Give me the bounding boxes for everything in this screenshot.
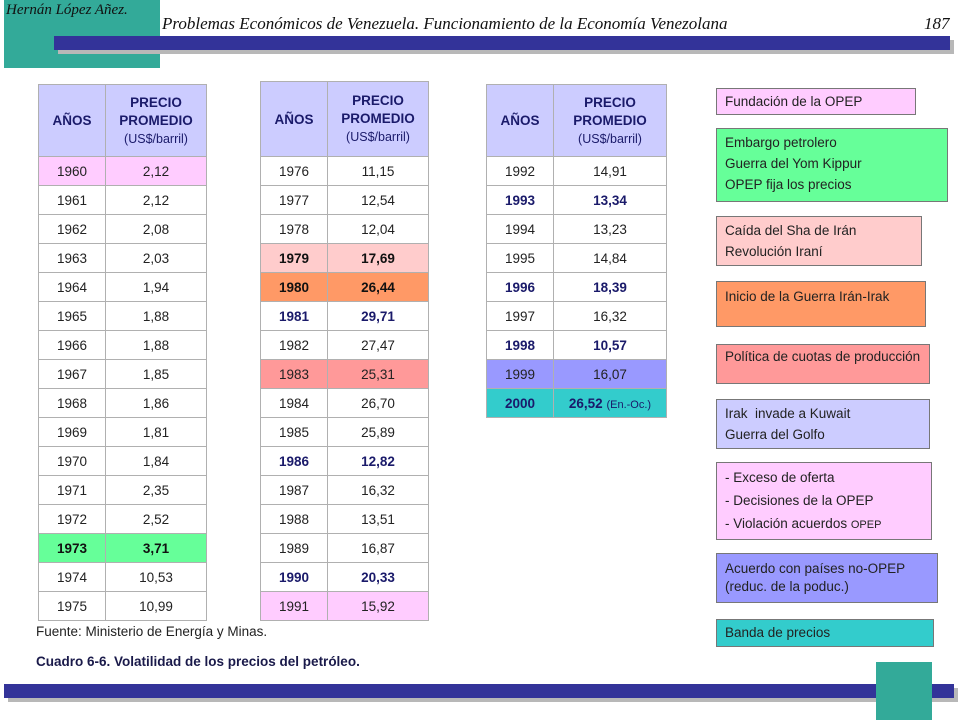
table-row: 2000 26,52 (En.-Oc.) [487,389,667,418]
table-row: 1981 29,71 [261,302,429,331]
col-header-price: PRECIO PROMEDIO (US$/barril) [328,82,429,157]
price-table-1992-2000 [486,84,667,418]
table-row: 1972 2,52 [39,505,207,534]
table-row: 1960 2,12 [39,157,207,186]
table-row: 1983 25,31 [261,360,429,389]
table-row: 1975 10,99 [39,592,207,621]
footer-rule [4,684,954,698]
col-header-years: AÑOS [39,85,106,157]
table-row: 1963 2,03 [39,244,207,273]
price-table-1976-1991 [260,81,429,621]
table-row: 1962 2,08 [39,215,207,244]
table-row: 1976 11,15 [261,157,429,186]
col-header-years: AÑOS [261,82,328,157]
table-caption: Cuadro 6-6. Volatilidad de los precios del petróleo. [36,654,360,669]
source-note: Fuente: Ministerio de Energía y Minas. [36,624,268,639]
table-row: 1997 16,32 [487,302,667,331]
table-row: 1986 12,82 [261,447,429,476]
table-row: 1974 10,53 [39,563,207,592]
table-row: 1999 16,07 [487,360,667,389]
header-rule [54,36,950,50]
table-row: 1994 13,23 [487,215,667,244]
table-row: 1989 16,87 [261,534,429,563]
page-number: 187 [924,14,950,33]
legend-opep-founding: Fundación de la OPEP [716,88,916,115]
legend-embargo: Embargo petrolero Guerra del Yom Kippur OPEP fija los precios [716,128,948,202]
table-row: 1990 20,33 [261,563,429,592]
legend-price-band: Banda de precios [716,619,934,647]
table-row: 1966 1,88 [39,331,207,360]
table-row: 1971 2,35 [39,476,207,505]
table-row: 1995 14,84 [487,244,667,273]
table-row: 1993 13,34 [487,186,667,215]
table-row: 1978 12,04 [261,215,429,244]
table-row: 1967 1,85 [39,360,207,389]
table-row: 1988 13,51 [261,505,429,534]
legend-non-opep-agreement: Acuerdo con países no-OPEP (reduc. de la poduc.) [716,553,938,603]
table-row: 1998 10,57 [487,331,667,360]
legend-oversupply: - Exceso de oferta - Decisiones de la OPEP - Violación acuerdos OPEP [716,462,932,540]
col-header-price: PRECIO PROMEDIO (US$/barril) [106,85,207,157]
table-row: 1961 2,12 [39,186,207,215]
table-row: 1992 14,91 [487,157,667,186]
table-row: 1980 26,44 [261,273,429,302]
table-row: 1973 3,71 [39,534,207,563]
table-row: 1982 27,47 [261,331,429,360]
col-header-price: PRECIO PROMEDIO (US$/barril) [554,85,667,157]
table-row: 1965 1,88 [39,302,207,331]
table-row: 1984 26,70 [261,389,429,418]
price-table-1960-1975 [38,84,207,621]
table-row: 1985 25,89 [261,418,429,447]
author-name: Hernán López Añez. [6,2,128,18]
legend-gulf-war: Irak invade a Kuwait Guerra del Golfo [716,399,930,449]
table-row: 1969 1,81 [39,418,207,447]
table-row: 1964 1,94 [39,273,207,302]
legend-production-quotas: Política de cuotas de producción [716,344,930,384]
table-row: 1977 12,54 [261,186,429,215]
table-row: 1968 1,86 [39,389,207,418]
table-row: 1979 17,69 [261,244,429,273]
page-title: Problemas Económicos de Venezuela. Funcionamiento de la Economía Venezolana [162,14,728,33]
legend-iran-iraq-war: Inicio de la Guerra Irán-Irak [716,281,926,327]
footer-accent-block [876,662,932,720]
table-row: 1970 1,84 [39,447,207,476]
legend-iran-revolution: Caída del Sha de Irán Revolución Iraní [716,216,922,266]
col-header-years: AÑOS [487,85,554,157]
table-row: 1996 18,39 [487,273,667,302]
table-row: 1991 15,92 [261,592,429,621]
table-row: 1987 16,32 [261,476,429,505]
